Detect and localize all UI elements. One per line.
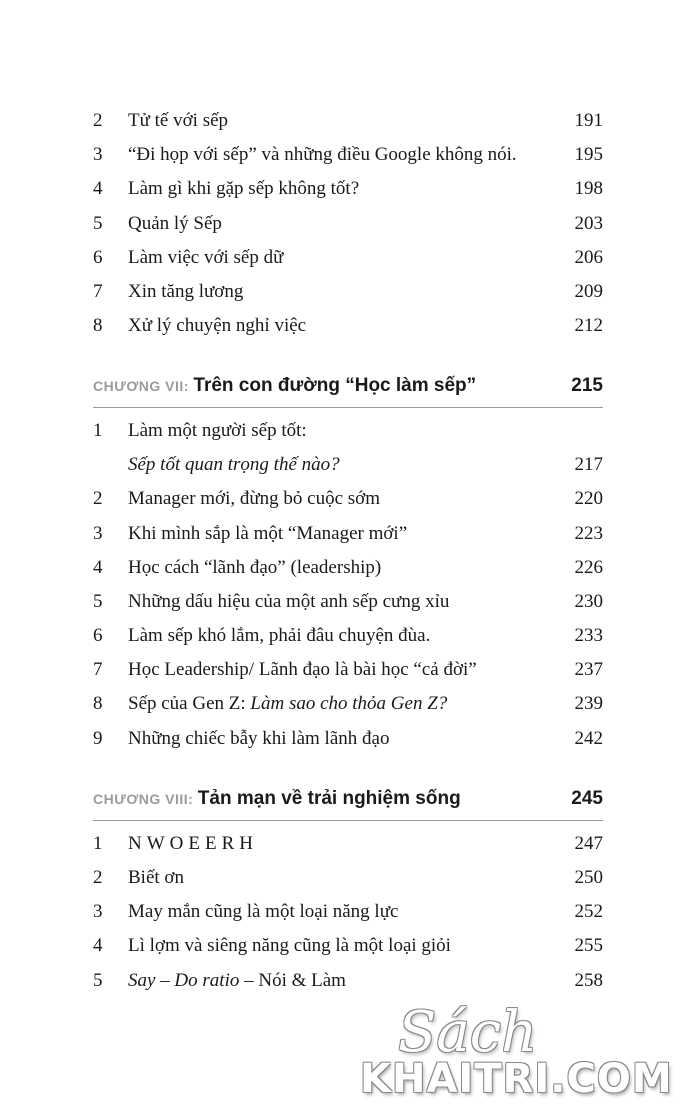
toc-entry [93, 551, 603, 585]
chapter-page: 245 [571, 787, 603, 809]
entry-title: Manager mới, đừng bỏ cuộc sớm [128, 488, 381, 510]
chapter-title: Trên con đường “Học làm sếp” [193, 375, 477, 397]
entry-title: Quản lý Sếp [128, 212, 222, 234]
entry-number: 7 [93, 280, 103, 302]
entry-number: 9 [93, 727, 103, 749]
entry-title: Làm việc với sếp dữ [128, 246, 284, 268]
entry-page: 242 [574, 727, 603, 749]
entry-page: 237 [574, 659, 603, 681]
toc-entry [93, 861, 603, 895]
entry-number: 7 [93, 659, 103, 681]
entry-title: “Đi họp với sếp” và những điều Google không nói. [128, 144, 517, 166]
entry-number: 4 [93, 935, 103, 957]
toc-entry [93, 964, 603, 998]
entry-title: Biết ơn [128, 867, 184, 888]
chapter-label: CHƯƠNG VII: [93, 378, 189, 395]
entry-page: 223 [574, 522, 603, 544]
entry-subtitle: Sếp tốt quan trọng thế nào? [128, 454, 340, 476]
table-of-contents [93, 104, 603, 998]
entry-page: 252 [574, 901, 603, 923]
chapter-heading [93, 369, 603, 408]
entry-page: 239 [574, 693, 603, 715]
entry-page: 220 [574, 488, 603, 510]
watermark-script: Sách [398, 1000, 538, 1065]
entry-title: NWOEERH [128, 832, 258, 854]
entry-number: 4 [93, 178, 103, 200]
entry-title: Xử lý chuyện nghỉ việc [128, 315, 307, 337]
entry-title: Lì lợm và siêng năng cũng là một loại giỏi [128, 935, 451, 957]
entry-number: 2 [93, 110, 103, 131]
entry-title-italic: Làm sao cho thỏa Gen Z? [250, 693, 448, 715]
toc-entry [93, 207, 603, 241]
entry-page: 206 [574, 246, 603, 268]
chapter-label: CHƯƠNG VIII: [93, 790, 194, 807]
entry-title: Những dấu hiệu của một anh sếp cưng xỉu [128, 590, 450, 612]
entry-page: 191 [574, 110, 603, 131]
entry-page: 195 [574, 144, 603, 166]
toc-entry [93, 827, 603, 861]
entry-number: 8 [93, 315, 103, 337]
chapter-title: Tản mạn về trải nghiệm sống [197, 787, 461, 809]
entry-title-plain: Sếp của Gen Z: [128, 693, 251, 715]
entry-title-plain: – Nói & Làm [239, 969, 346, 991]
entry-page: 233 [574, 625, 603, 647]
toc-entry [93, 104, 603, 138]
toc-entry [93, 172, 603, 206]
watermark-brand: KHAITRI.COM [360, 1056, 673, 1102]
entry-number: 1 [93, 420, 103, 442]
entry-page: 203 [574, 212, 603, 234]
entry-title: Những chiếc bẫy khi làm lãnh đạo [128, 727, 390, 749]
entry-title: Học cách “lãnh đạo” (leadership) [128, 556, 382, 578]
entry-page: 255 [574, 935, 603, 957]
entry-number: 8 [93, 693, 103, 715]
entry-title: Làm gì khi gặp sếp không tốt? [128, 178, 360, 200]
entry-title [128, 687, 447, 721]
entry-title [128, 414, 340, 482]
chapter-page: 215 [571, 375, 603, 397]
entry-title: Làm sếp khó lắm, phải đâu chuyện đùa. [128, 625, 431, 647]
entry-number: 3 [93, 522, 103, 544]
chapter-heading [93, 782, 603, 821]
entry-number: 5 [93, 212, 103, 234]
toc-entry [93, 309, 603, 343]
entry-number: 3 [93, 144, 103, 166]
entry-title: Tử tế với sếp [128, 110, 229, 131]
entry-number: 1 [93, 832, 103, 854]
toc-entry [93, 929, 603, 963]
entry-number: 4 [93, 556, 103, 578]
entry-page: 209 [574, 280, 603, 302]
toc-entry [93, 895, 603, 929]
entry-title: Khi mình sắp là một “Manager mới” [128, 522, 408, 544]
entry-title [128, 964, 346, 998]
entry-page: 198 [574, 178, 603, 200]
toc-entry [93, 482, 603, 516]
entry-number: 3 [93, 901, 103, 923]
entry-page: 212 [574, 315, 603, 337]
entry-page: 226 [574, 556, 603, 578]
entry-page: 230 [574, 590, 603, 612]
toc-entry [93, 414, 603, 482]
toc-entry [93, 275, 603, 309]
entry-page: 258 [574, 969, 603, 991]
toc-entry [93, 585, 603, 619]
entry-page: 217 [574, 454, 603, 476]
entry-title: Học Leadership/ Lãnh đạo là bài học “cả đời” [128, 659, 477, 681]
entry-title: Xin tăng lương [128, 280, 244, 302]
entry-number: 6 [93, 625, 103, 647]
toc-entry [93, 653, 603, 687]
entry-number: 2 [93, 488, 103, 510]
toc-entry [93, 138, 603, 172]
entry-title-line1: Làm một người sếp tốt: [128, 420, 307, 442]
entry-number: 6 [93, 246, 103, 268]
toc-entry [93, 687, 603, 721]
entry-page: 247 [574, 832, 603, 854]
entry-title-italic: Say – Do ratio [128, 969, 240, 991]
toc-entry [93, 619, 603, 653]
entry-page: 250 [574, 867, 603, 888]
toc-entry [93, 517, 603, 551]
entry-title: May mắn cũng là một loại năng lực [128, 901, 399, 923]
toc-entry [93, 241, 603, 275]
entry-number: 2 [93, 867, 103, 888]
watermark-logo [360, 1000, 690, 1110]
toc-entry [93, 722, 603, 756]
entry-number: 5 [93, 590, 103, 612]
entry-number: 5 [93, 969, 103, 991]
